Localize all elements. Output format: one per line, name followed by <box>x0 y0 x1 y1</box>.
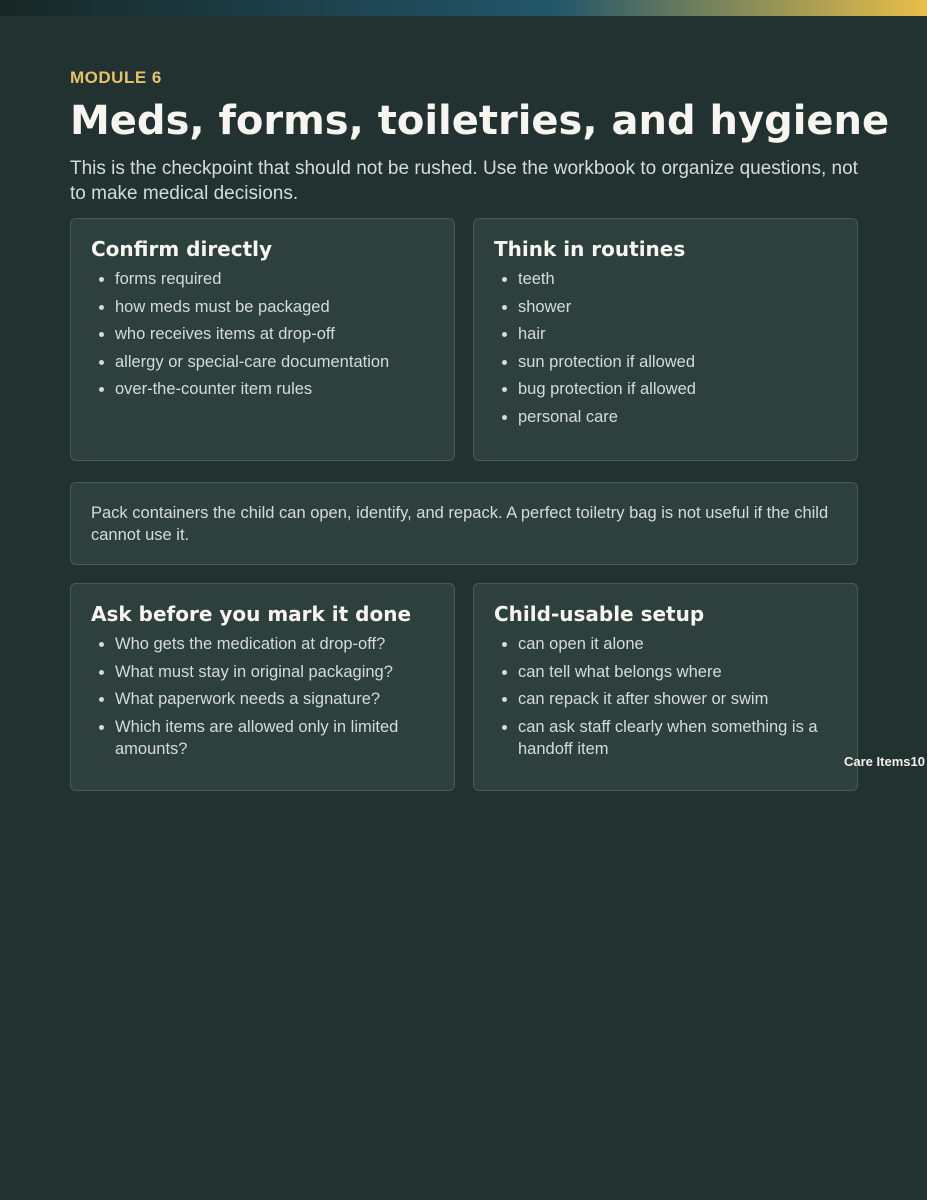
list-item: • can tell what belongs where <box>518 661 837 683</box>
list-item: • What must stay in original packaging? <box>115 661 434 683</box>
checklist <box>494 633 837 760</box>
card-title: Ask before you mark it done <box>91 602 412 626</box>
checklist <box>494 268 837 428</box>
list-item: • teeth <box>518 268 837 290</box>
list-item: • shower <box>518 296 837 318</box>
card-title: Think in routines <box>494 237 686 261</box>
page-number: 10 <box>910 754 925 769</box>
think-in-routines-card <box>473 218 858 461</box>
page-title: Meds, forms, toiletries, and hygiene <box>70 98 890 144</box>
list-item: • can open it alone <box>518 633 837 655</box>
footer-section: Care Items <box>844 754 911 769</box>
footer-section-label <box>844 753 925 771</box>
list-item: • over-the-counter item rules <box>115 378 434 400</box>
list-item: • who receives items at drop-off <box>115 323 434 345</box>
ask-before-done-card <box>70 583 455 791</box>
list-item: • personal care <box>518 406 837 428</box>
note-text: Pack containers the child can open, identify, and repack. A perfect toiletry bag is not useful if the child cannot use it. <box>91 504 829 544</box>
list-item: • hair <box>518 323 837 345</box>
list-item: • Which items are allowed only in limited amounts? <box>115 716 434 760</box>
list-item: • Who gets the medication at drop-off? <box>115 633 434 655</box>
card-title: Child-usable setup <box>494 602 705 626</box>
child-usable-setup-card <box>473 583 858 791</box>
list-item: • bug protection if allowed <box>518 378 837 400</box>
list-item: • What paperwork needs a signature? <box>115 688 434 710</box>
checklist <box>91 268 434 400</box>
intro-text: This is the checkpoint that should not be rushed. Use the workbook to organize questions, not to make medical decisions. <box>70 158 858 204</box>
note-callout <box>70 482 858 565</box>
list-item: • sun protection if allowed <box>518 351 837 373</box>
list-item: • can ask staff clearly when something is a handoff item <box>518 716 837 760</box>
list-item: • forms required <box>115 268 434 290</box>
list-item: • allergy or special-care documentation <box>115 351 434 373</box>
list-item: • how meds must be packaged <box>115 296 434 318</box>
confirm-directly-card <box>70 218 455 461</box>
card-title: Confirm directly <box>91 237 273 261</box>
list-item: • can repack it after shower or swim <box>518 688 837 710</box>
top-gradient-bar <box>0 0 927 16</box>
checklist <box>91 633 434 760</box>
module-label: MODULE 6 <box>70 68 162 87</box>
